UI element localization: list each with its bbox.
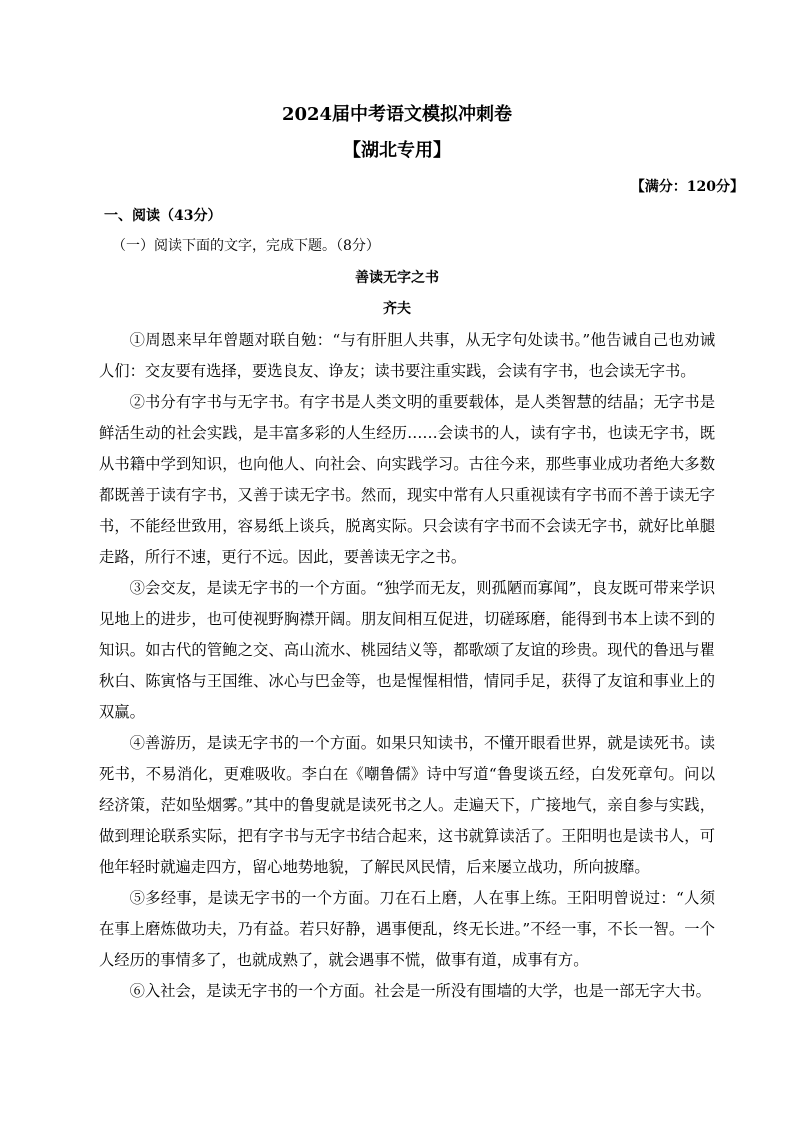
full-score: 【满分：120分】	[630, 179, 744, 195]
section-instruction: （一）阅读下面的文字，完成下题。（8分）	[112, 238, 380, 254]
exam-title: 2024届中考语文模拟冲刺卷	[281, 104, 513, 125]
article-author: 齐夫	[383, 301, 411, 317]
paragraph-6: ⑥入社会，是读无字书的一个方面。社会是一所没有围墙的大学，也是一部无字大书。	[129, 982, 711, 1000]
article-body	[99, 325, 715, 1007]
paragraph-2: ②书分有字书与无字书。有字书是人类文明的重要载体，是人类智慧的结晶；无字书是鲜活生动的社会实践，是丰富多彩的人生经历……会读书的人，读有字书，也读无字书，既从书籍中学到知识，也向他人、向社会、向实践学习。古往今来，那些事业成功者绝大多数都既善于读有字书，又善于读无字书。然而，现实中常有人只重视读有字书而不善于读无字书，不能经世致用，容易纸上谈兵，脱离实际。只会读有字书而不会读无字书，就好比单腿走路，所行不速，更行不远。因此，要善读无字之书。	[99, 393, 715, 566]
article-title: 善读无字之书	[355, 270, 439, 286]
paragraph-1: ①周恩来早年曾题对联自勉：“与有肝胆人共事，从无字句处读书。”他告诫自己也劝诫人们：交友要有选择，要选良友、诤友；读书要注重实践，会读有字书，也会读无字书。	[99, 331, 715, 380]
paragraph-4: ④善游历，是读无字书的一个方面。如果只知读书，不懂开眼看世界，就是读死书。读死书，不易消化，更难吸收。李白在《嘲鲁儒》诗中写道“鲁叟谈五经，白发死章句。问以经济策，茫如坠烟雾。”其中的鲁叟就是读死书之人。走遍天下，广接地气，亲自参与实践，做到理论联系实际，把有字书与无字书结合起来，这书就算读活了。王阳明也是读书人，可他年轻时就遍走四方，留心地势地貌，了解民风民情，后来屡立战功，所向披靡。	[99, 734, 715, 876]
exam-subtitle: 【湖北专用】	[343, 140, 451, 161]
paragraph-5: ⑤多经事，是读无字书的一个方面。刀在石上磨，人在事上练。王阳明曾说过：“人须在事上磨炼做功夫，乃有益。若只好静，遇事便乱，终无长进。”不经一事，不长一智。一个人经历的事情多了，也就成熟了，就会遇事不慌，做事有道，成事有方。	[99, 889, 715, 969]
paragraph-3: ③会交友，是读无字书的一个方面。“独学而无友，则孤陋而寡闻”，良友既可带来学识见地上的进步，也可使视野胸襟开阔。朋友间相互促进，切磋琢磨，能得到书本上读不到的知识。如古代的管鲍之交、高山流水、桃园结义等，都歌颂了友谊的珍贵。现代的鲁迅与瞿秋白、陈寅恪与王国维、冰心与巴金等，也是惺惺相惜，情同手足，获得了友谊和事业上的双赢。	[99, 579, 715, 721]
section-heading: 一、阅读（43分）	[104, 208, 222, 224]
